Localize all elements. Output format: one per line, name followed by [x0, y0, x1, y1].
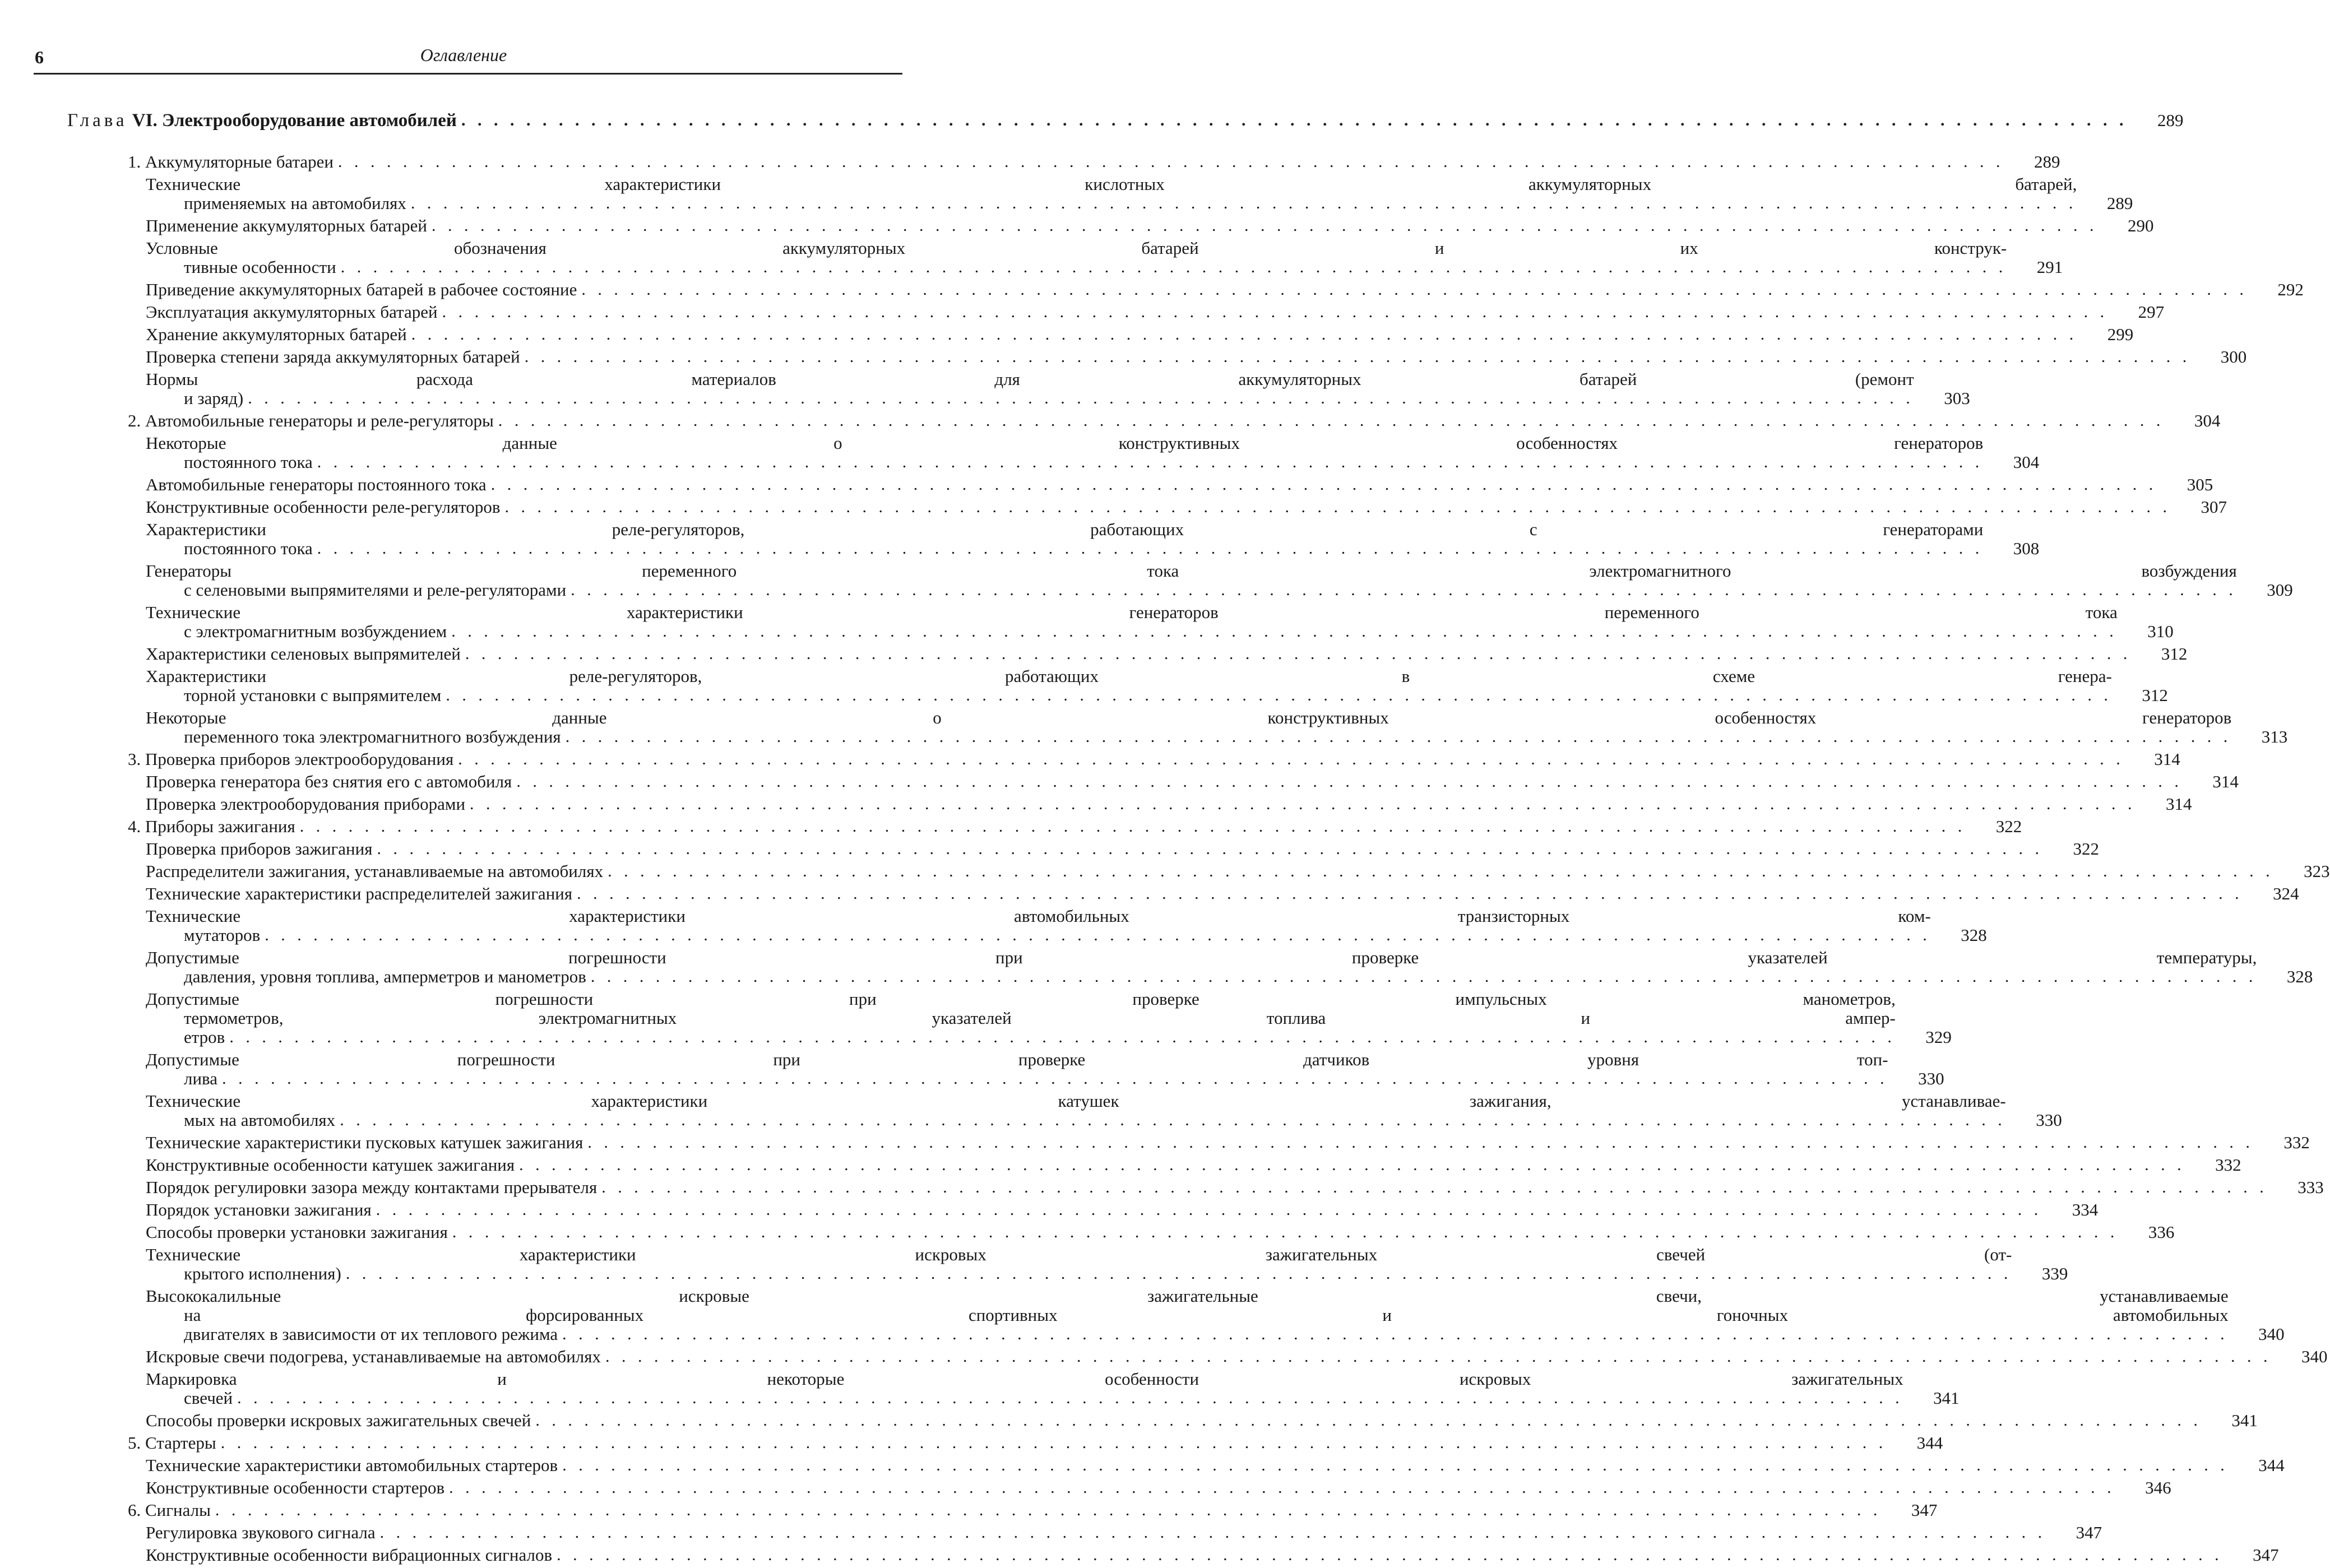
toc-entry-line [146, 475, 2157, 494]
toc-page-number: 309 [2267, 580, 2293, 600]
leader-dots [587, 1133, 2254, 1152]
toc-entry-line [146, 389, 1914, 408]
toc-entry-line [146, 581, 2237, 600]
toc-page-number: 332 [2215, 1155, 2241, 1175]
toc-entry [0, 369, 1970, 408]
toc-entry-line: Характеристики реле-регуляторов, работающих в схеме генера- [146, 666, 2112, 686]
leader-dots [432, 216, 2098, 235]
toc-entry-line: Генераторы переменного тока электромагнитного возбуждения [146, 561, 2237, 581]
toc-entry [0, 475, 2213, 494]
toc-entry-line [146, 303, 2108, 322]
toc-entry-line [146, 926, 1931, 945]
toc-page-number: 314 [2154, 749, 2180, 769]
toc-page-number: 299 [2107, 324, 2134, 344]
table-of-contents [0, 110, 2330, 1568]
toc-entry-text: и заряд) [184, 388, 244, 408]
leader-dots [300, 817, 1966, 836]
toc-entry-text: лива [184, 1069, 218, 1088]
leader-dots [505, 498, 2171, 517]
toc-page-number: 339 [2041, 1264, 2068, 1283]
toc-page-number: 314 [2212, 772, 2239, 791]
toc-entry [0, 1245, 2068, 1283]
leader-dots [458, 750, 2124, 769]
toc-page-number: 305 [2187, 475, 2213, 494]
leader-dots [341, 258, 2007, 277]
toc-entry-text: двигателях в зависимости от их теплового режима [184, 1324, 558, 1344]
toc-entry-line [146, 1546, 2223, 1565]
toc-entry-text: 6. Сигналы [128, 1500, 211, 1520]
toc-entry-text: с селеновыми выпрямителями и реле-регуляторами [184, 580, 567, 600]
toc-page-number: 324 [2273, 884, 2299, 903]
leader-dots [591, 967, 2257, 986]
toc-entry-line [146, 644, 2131, 664]
leader-dots [380, 1523, 2046, 1542]
toc-entry-line: Технические характеристики автомобильных транзисторных ком- [146, 906, 1931, 926]
leader-dots [449, 1478, 2115, 1497]
leader-dots [491, 475, 2157, 494]
leader-dots [461, 111, 2128, 130]
toc-entry [0, 1545, 2279, 1565]
toc-page-number: 307 [2201, 497, 2227, 517]
toc-page-number: 347 [2076, 1523, 2102, 1542]
chapter-title: VI. Электрооборудование автомобилей [132, 110, 457, 131]
toc-entry [0, 861, 2330, 881]
toc-entry-line: Технические характеристики катушек зажигания, устанавливае- [146, 1091, 2006, 1111]
toc-entry-text: Технические характеристики автомобильных стартеров [146, 1455, 558, 1475]
toc-page-number: 304 [2194, 411, 2221, 430]
leader-dots [376, 1200, 2042, 1219]
toc-entry [0, 324, 2134, 344]
toc-page-number: 292 [2277, 280, 2304, 299]
toc-entry-text: мых на автомобилях [184, 1110, 336, 1130]
toc-entry-line [146, 1133, 2254, 1152]
toc-entry-text: мутаторов [184, 925, 261, 945]
leader-dots [566, 727, 2232, 746]
toc-entry-line: термометров, электромагнитных указателей топлива и ампер- [184, 1008, 1896, 1028]
toc-entry-line [146, 772, 2183, 791]
leader-dots [519, 1156, 2185, 1175]
toc-entry [0, 794, 2192, 814]
toc-entry [0, 1222, 2175, 1242]
toc-entry [0, 666, 2168, 705]
toc-page-number: 297 [2138, 302, 2165, 322]
toc-entry-line [146, 1111, 2006, 1130]
leader-dots [571, 581, 2237, 600]
toc-entry-line [146, 1411, 2202, 1430]
leader-dots [442, 303, 2109, 322]
chapter-heading [0, 110, 2184, 131]
toc-entry-text: Проверка степени заряда аккумуляторных батарей [146, 347, 520, 367]
leader-dots [470, 795, 2136, 814]
toc-entry [0, 1177, 2324, 1197]
toc-entry-text: Эксплуатация аккумуляторных батарей [146, 302, 438, 322]
toc-entry-text: свечей [184, 1388, 233, 1408]
leader-dots [411, 194, 2077, 213]
toc-entry-line [146, 498, 2171, 517]
toc-entry [0, 1155, 2241, 1175]
toc-page-number: 330 [2036, 1110, 2062, 1130]
toc-page-number: 312 [2142, 685, 2168, 705]
toc-section-entry [0, 817, 2022, 836]
leader-dots [346, 1264, 2012, 1283]
leader-dots [377, 839, 2043, 859]
toc-entry [0, 519, 2040, 558]
running-head-title: Оглавление [420, 45, 507, 65]
toc-section-entry [0, 1500, 1938, 1520]
toc-page-number: 310 [2147, 621, 2174, 641]
leader-dots [340, 1111, 2006, 1130]
toc-page-number: 314 [2166, 794, 2192, 814]
toc-entry-line: Нормы расхода материалов для аккумуляторных батарей (ремонт [146, 369, 1914, 389]
toc-page-number: 341 [2231, 1411, 2258, 1430]
toc-page-number: 322 [2073, 839, 2099, 859]
toc-entry-text: Способы проверки искровых зажигательных свечей [146, 1411, 531, 1430]
toc-entry-line: на форсированных спортивных и гоночных автомобильных [184, 1305, 2229, 1325]
toc-entry-line [146, 1325, 2229, 1344]
toc-entry-line [146, 539, 1983, 558]
toc-entry-line [146, 258, 2007, 277]
toc-entry [0, 216, 2154, 235]
toc-page-number: 312 [2161, 644, 2188, 664]
toc-page-number: 313 [2261, 727, 2288, 746]
toc-entry [0, 561, 2293, 600]
leader-dots [446, 686, 2112, 705]
chapter-label: Глава [67, 110, 128, 131]
toc-page-number: 303 [1944, 388, 1970, 408]
leader-dots [562, 1456, 2229, 1475]
leader-dots [465, 644, 2132, 664]
toc-entry [0, 906, 1987, 945]
toc-entry-text: Применение аккумуляторных батарей [146, 216, 427, 235]
toc-page-number: 290 [2127, 216, 2154, 235]
toc-entry-line [146, 862, 2274, 881]
toc-entry-line [146, 325, 2077, 344]
leader-dots [222, 1069, 1888, 1088]
toc-page-number: 304 [2013, 452, 2040, 472]
leader-dots [265, 926, 1931, 945]
toc-entry-line [146, 1456, 2229, 1475]
toc-entry-line [146, 453, 1983, 472]
leader-dots [317, 453, 1984, 472]
toc-entry-line [146, 1264, 2012, 1283]
toc-entry-text: Порядок установки зажигания [146, 1200, 372, 1219]
toc-page-number: 341 [1933, 1388, 1960, 1408]
leader-dots [535, 1411, 2202, 1430]
toc-page-number: 322 [1995, 817, 2022, 836]
leader-dots [237, 1389, 1903, 1408]
toc-entry [0, 433, 2040, 472]
toc-page-number: 328 [2286, 967, 2313, 986]
toc-entry-text: Конструктивные особенности вибрационных сигналов [146, 1545, 553, 1565]
toc-entry-text: 4. Приборы зажигания [128, 817, 295, 836]
toc-entry-line [146, 839, 2043, 859]
toc-page-number: 333 [2297, 1177, 2324, 1197]
toc-entry-text: 3. Проверка приборов электрооборудования [128, 749, 454, 769]
toc-entry-line [146, 1156, 2185, 1175]
toc-entry-line [128, 750, 2124, 769]
toc-entry-line: Допустимые погрешности при проверке датчиков уровня топ- [146, 1050, 1888, 1069]
toc-page-number: 344 [1916, 1433, 1943, 1453]
toc-entry-text: с электромагнитным возбуждением [184, 621, 447, 641]
toc-page-number: 330 [1918, 1069, 1944, 1088]
toc-page-number: 334 [2072, 1200, 2099, 1219]
toc-entry-line [146, 1478, 2115, 1497]
leader-dots [516, 772, 2183, 791]
toc-page-number: 336 [2148, 1222, 2175, 1242]
toc-entry-text: Распределители зажигания, устанавливаемые на автомобилях [146, 861, 604, 881]
toc-entry-line [146, 347, 2190, 367]
toc-entry [0, 644, 2188, 664]
toc-entry-text: етров [184, 1027, 225, 1047]
toc-entry [0, 1455, 2285, 1475]
toc-entry-line: Маркировка и некоторые особенности искровых зажигательных [146, 1369, 1903, 1389]
toc-section-entry [0, 411, 2221, 430]
toc-entry-line: Технические характеристики искровых зажигательных свечей (от- [146, 1245, 2012, 1264]
leader-dots [338, 152, 2004, 171]
toc-entry-text: Проверка генератора без снятия его с автомобиля [146, 772, 512, 791]
toc-entry-text: Автомобильные генераторы постоянного тока [146, 475, 487, 494]
toc-entry-text: Проверка электрооборудования приборами [146, 794, 466, 814]
toc-entry [0, 1091, 2062, 1130]
toc-entry-text: применяемых на автомобилях [184, 193, 406, 213]
toc-page-number: 340 [2258, 1324, 2285, 1344]
toc-entry-line [128, 152, 2004, 171]
toc-entry-text: постоянного тока [184, 452, 313, 472]
toc-entry [0, 302, 2165, 322]
toc-entry-line [146, 1069, 1888, 1088]
toc-entry [0, 1347, 2328, 1366]
toc-entry [0, 1050, 1944, 1088]
toc-page-number: 329 [1925, 1027, 1952, 1047]
toc-entry-line [128, 1434, 1887, 1453]
toc-entry-line: Условные обозначения аккумуляторных батарей и их конструк- [146, 238, 2007, 258]
leader-dots [601, 1178, 2268, 1197]
toc-entry [0, 1369, 1960, 1408]
toc-page-number: 289 [2033, 152, 2060, 171]
toc-entry [0, 948, 2313, 986]
toc-entry-line: Технические характеристики генераторов переменного тока [146, 602, 2118, 622]
leader-dots [562, 1325, 2229, 1344]
leader-dots [317, 539, 1984, 558]
leader-dots [248, 389, 1914, 408]
toc-entry-text: Конструктивные особенности катушек зажигания [146, 1155, 515, 1175]
toc-entry-text: Характеристики селеновых выпрямителей [146, 644, 461, 664]
toc-entry-line [128, 411, 2164, 430]
leader-dots [215, 1501, 1882, 1520]
toc-entry-text: Проверка приборов зажигания [146, 839, 373, 859]
toc-entry-text: постоянного тока [184, 539, 313, 558]
toc-page-number: 347 [2253, 1545, 2279, 1565]
toc-entry [0, 1478, 2171, 1497]
toc-entry [0, 174, 2133, 213]
chapter-line [67, 111, 2127, 130]
toc-entry-text: давления, уровня топлива, амперметров и манометров [184, 967, 586, 986]
toc-entry [0, 1523, 2102, 1542]
toc-page-number: 346 [2145, 1478, 2171, 1497]
leader-dots [452, 1223, 2119, 1242]
toc-entry-line [146, 622, 2118, 641]
toc-entry-line: Высококалильные искровые зажигательные свечи, устанавливаемые [146, 1286, 2229, 1306]
toc-entry-line: Допустимые погрешности при проверке указателей температуры, [146, 948, 2257, 967]
toc-entry [0, 280, 2304, 299]
toc-entry-text: 1. Аккумуляторные батареи [128, 152, 333, 171]
leader-dots [577, 884, 2243, 903]
toc-entry-text: тивные особенности [184, 257, 336, 277]
toc-entry-line [128, 1501, 1881, 1520]
toc-entry-line [146, 1178, 2268, 1197]
toc-entry [0, 1286, 2285, 1344]
toc-entry-line: Некоторые данные о конструктивных особенностях генераторов [146, 708, 2232, 727]
toc-page-number: 291 [2036, 257, 2063, 277]
toc-entry-text: Хранение аккумуляторных батарей [146, 324, 407, 344]
toc-entry-line: Допустимые погрешности при проверке импульсных манометров, [146, 989, 1896, 1009]
leader-dots [557, 1546, 2223, 1565]
toc-page-number: 332 [2283, 1133, 2310, 1152]
toc-entry-text: торной установки с выпрямителем [184, 685, 442, 705]
toc-entry [0, 238, 2063, 277]
toc-entry [0, 497, 2227, 517]
toc-entry-text: 2. Автомобильные генераторы и реле-регуляторы [128, 411, 494, 430]
leader-dots [525, 347, 2191, 367]
toc-entry-text: Искровые свечи подогрева, устанавливаемые на автомобилях [146, 1347, 601, 1366]
leader-dots [221, 1434, 1887, 1453]
toc-entry-text: Регулировка звукового сигнала [146, 1523, 376, 1542]
toc-page-number: 289 [2106, 193, 2133, 213]
toc-entry-text: Приведение аккумуляторных батарей в рабочее состояние [146, 280, 577, 299]
toc-entry-line [146, 1389, 1903, 1408]
leader-dots [581, 280, 2248, 299]
toc-entry-line [146, 1200, 2042, 1219]
leader-dots [605, 1347, 2272, 1366]
toc-section-entry [0, 1433, 1943, 1453]
page-number: 6 [35, 47, 44, 67]
toc-entry-line [146, 967, 2257, 986]
chapter-page-number: 289 [2157, 110, 2184, 130]
leader-dots [451, 622, 2118, 641]
leader-dots [608, 862, 2274, 881]
toc-entry [0, 989, 1952, 1047]
toc-entry-line [146, 216, 2097, 235]
toc-entry [0, 347, 2247, 367]
toc-entry-line: Характеристики реле-регуляторов, работающих с генераторами [146, 519, 1984, 539]
toc-section-entry [0, 152, 2060, 171]
toc-entry [0, 839, 2099, 859]
toc-page-number: 347 [1911, 1500, 1938, 1520]
toc-entry-line: Некоторые данные о конструктивных особенностях генераторов [146, 433, 1984, 453]
toc-entry-line [146, 194, 2077, 213]
toc-entry [0, 602, 2174, 641]
toc-entry [0, 772, 2239, 791]
toc-entry-text: Технические характеристики пусковых катушек зажигания [146, 1133, 583, 1152]
leader-dots [229, 1028, 1896, 1047]
leader-dots [411, 325, 2078, 344]
toc-entry-line [146, 884, 2243, 903]
toc-entry-text: Технические характеристики распределителей зажигания [146, 884, 573, 903]
toc-entry-text: Порядок регулировки зазора между контактами прерывателя [146, 1177, 597, 1197]
toc-entry-text: Способы проверки установки зажигания [146, 1222, 448, 1242]
toc-entry [0, 884, 2299, 903]
toc-entry-text: Конструктивные особенности реле-регуляторов [146, 497, 501, 517]
toc-entry-line [146, 1223, 2118, 1242]
toc-entry-line [146, 1347, 2272, 1366]
toc-page-number: 308 [2013, 539, 2040, 558]
toc-entry-line [146, 686, 2112, 705]
toc-page-number: 340 [2301, 1347, 2328, 1366]
header-rule [34, 73, 902, 75]
toc-entry-line [146, 727, 2231, 746]
toc-entry-text: переменного тока электромагнитного возбуждения [184, 727, 561, 746]
toc-section-entry [0, 749, 2180, 769]
toc-page-number: 323 [2304, 861, 2330, 881]
toc-entry-text: крытого исполнения) [184, 1264, 341, 1283]
toc-entry-text: Конструктивные особенности стартеров [146, 1478, 445, 1497]
toc-entry-text: 5. Стартеры [128, 1433, 216, 1453]
toc-entry-line [146, 795, 2136, 814]
toc-entry-line [146, 1028, 1896, 1047]
toc-entry-line [146, 280, 2248, 299]
toc-page-number: 300 [2220, 347, 2247, 367]
toc-page-number: 328 [1961, 925, 1987, 945]
toc-page-number: 344 [2258, 1455, 2285, 1475]
toc-entry [0, 1200, 2099, 1219]
toc-entry [0, 708, 2288, 746]
toc-entry [0, 1411, 2258, 1430]
toc-entry-line [146, 1523, 2046, 1542]
toc-entry-line: Технические характеристики кислотных аккумуляторных батарей, [146, 174, 2077, 194]
toc-entry-line [128, 817, 1966, 836]
leader-dots [498, 411, 2165, 430]
toc-entry [0, 1133, 2310, 1152]
